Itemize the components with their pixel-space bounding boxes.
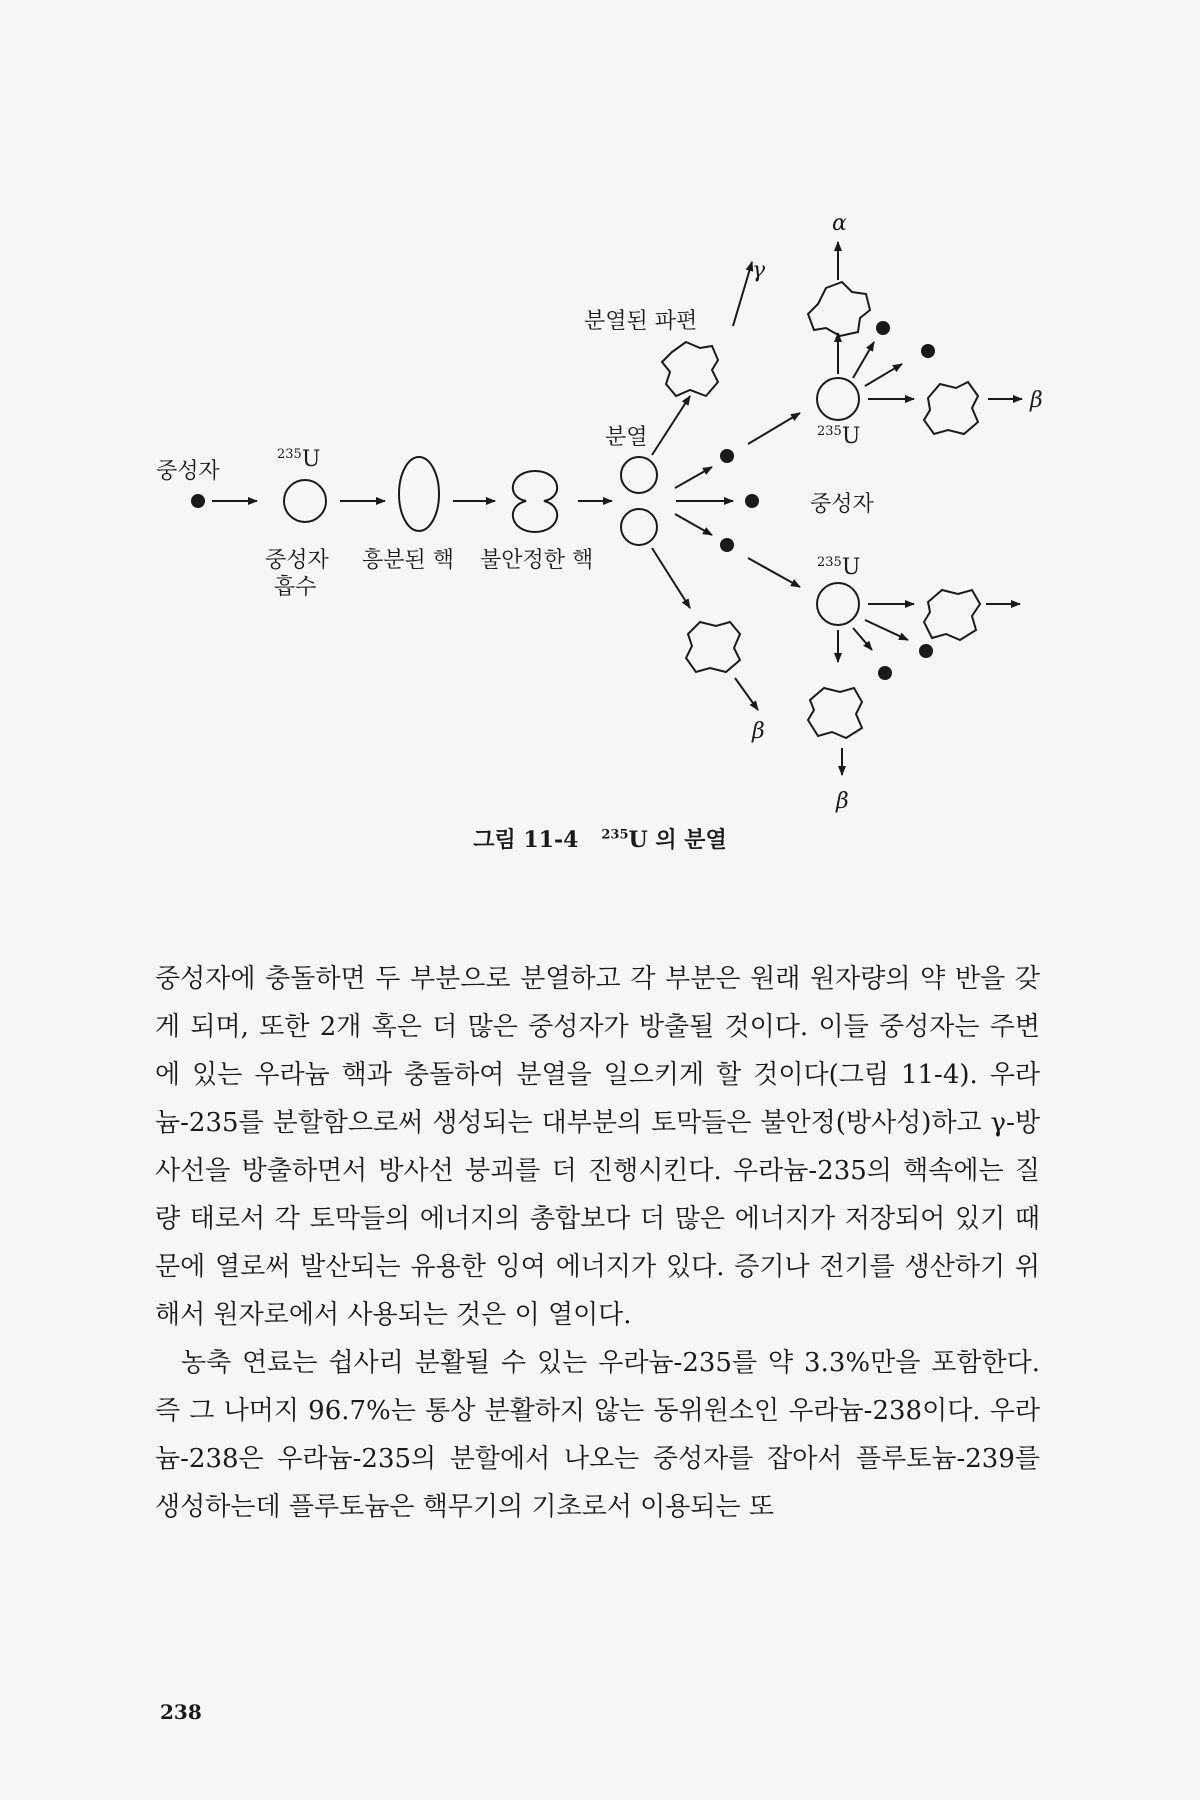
arrow-to-fragment-debris: [652, 396, 690, 455]
label-beta-lower: β: [836, 789, 849, 814]
label-u235-lower: $^{235}$U: [817, 555, 861, 580]
emitted-neutron-2: [746, 495, 758, 507]
lower-right-debris: [924, 590, 980, 640]
paragraph-2: 농축 연료는 쉽사리 분활될 수 있는 우라늄-235를 약 3.3%만을 포함한다. 즉 그 나머지 96.7%는 통상 분활하지 않는 동위원소인 우라늄-238이다. 우라늄-238은 우라늄-235의 분할에서 나오는 중성자를 잡아서 플루토늄-239를 생성하는데 플루토늄은 핵무기의 기초로서 이용되는 또: [155, 1348, 1040, 1522]
unstable-nucleus: [513, 471, 557, 532]
lower-neutron-a: [879, 667, 891, 679]
label-neutron-right: 중성자: [810, 492, 874, 517]
label-gamma: γ: [752, 258, 766, 283]
arrow-upper-neutron-a: [853, 342, 874, 378]
caption-prefix: 그림 11-4: [473, 827, 579, 853]
label-fission: 분열: [605, 425, 648, 450]
label-u235-first: $^{235}$U: [277, 447, 321, 472]
fission-fragment-upper: [621, 457, 657, 493]
arrow-to-upper-u235: [748, 413, 800, 444]
arrow-upper-neutron-b: [865, 364, 902, 386]
upper-neutron-b: [922, 345, 934, 357]
incoming-neutron: [192, 495, 204, 507]
u235-fission-diagram: [0, 0, 1200, 820]
label-neutron-absorption-2: 흡수: [274, 575, 317, 600]
arrow-to-lower-fragment: [652, 548, 690, 608]
caption-isotope-symbol: U: [628, 827, 648, 853]
label-fission-fragment: 분열된 파편: [584, 309, 698, 334]
emitted-neutron-1: [721, 450, 733, 462]
arrow-to-lower-u235: [748, 558, 800, 587]
upper-debris-alpha: [808, 282, 870, 336]
arrow-lower-neutron-a: [853, 628, 872, 650]
upper-debris-beta: [924, 382, 978, 434]
fission-fragment-lower: [621, 509, 657, 545]
paragraph-1: 중성자에 충돌하면 두 부분으로 분열하고 각 부분은 원래 원자량의 약 반을 갖게 되며, 또한 2개 혹은 더 많은 중성자가 방출될 것이다. 이들 중성자는 주변에 있는 우라늄 핵과 충돌하여 분열을 일으키게 할 것이다(그림 11-4). 우라늄-235를 분할함으로써 생성되는 대부분의 토막들은 불안정(방사성)하고 γ-방사선을 방출하면서 방사선 붕괴를 더 진행시킨다. 우라늄-235의 핵속에는 질량 태로서 각 토막들의 에너지의 총합보다 더 많은 에너지가 저장되어 있기 때문에 열로써 발산되는 유용한 잉여 에너지가 있다. 증기나 전기를 생산하기 위해서 원자로에서 사용되는 것은 이 열이다.: [155, 964, 1040, 1330]
arrow-gamma: [733, 262, 752, 326]
upper-u235-nucleus: [817, 378, 859, 420]
fragment-debris-top: [662, 342, 718, 396]
upper-neutron-a: [877, 322, 889, 334]
arrow-lower-neutron-b: [865, 620, 908, 640]
fragment-debris-bottom: [686, 622, 740, 672]
lower-neutron-b: [920, 645, 932, 657]
u235-nucleus: [284, 480, 326, 522]
page-number: 238: [160, 1700, 202, 1724]
label-alpha: α: [832, 211, 847, 236]
label-beta-upper: β: [1030, 388, 1043, 413]
body-text: [155, 955, 1040, 1531]
figure-caption: [0, 823, 1200, 854]
label-unstable-nucleus: 불안정한 핵: [480, 548, 594, 573]
caption-suffix: 의 분열: [655, 827, 727, 853]
arrow-bottom-beta: [735, 678, 758, 710]
lower-u235-nucleus: [817, 583, 859, 625]
arrow-neutron-1: [675, 467, 712, 488]
lower-debris: [808, 688, 862, 738]
arrow-neutron-3: [675, 514, 712, 535]
label-neutron: 중성자: [156, 459, 220, 484]
emitted-neutron-3: [721, 539, 733, 551]
label-neutron-absorption-1: 중성자: [265, 548, 329, 573]
label-excited-nucleus: 흥분된 핵: [362, 548, 455, 573]
caption-isotope-mass: 235: [601, 827, 629, 843]
label-u235-upper: $^{235}$U: [817, 424, 861, 449]
excited-nucleus: [399, 457, 439, 531]
label-beta-bottom: β: [752, 719, 765, 744]
